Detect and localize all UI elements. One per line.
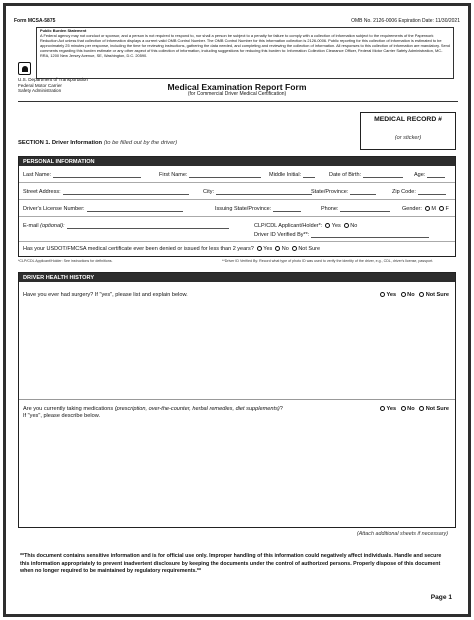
dob-field[interactable]: Date of Birth: [329,172,403,178]
attach-note: (Attach additional sheets if necessary) [356,531,448,537]
denied-yes-radio[interactable] [257,246,262,251]
medications-not-sure-radio[interactable] [419,406,424,411]
burden-text: A Federal agency may not conduct or sponsor, and a person is not required to respond to, nor shall a person be subject to a penalty for failure to comply with a collection of information subject to the requirements of the Paperwork Reduction Act unless that collection of information displays a current valid OMB Control Number. The OMB Control Number for this information collection is 2126-0006. Public reporting for this collection of information is estimated to be approximately 25 minutes per response, including the time for reviewing instructions, gathering the data needed, and completing and reviewing the collection of information. All responses to this collection of information are mandatory. Send comments regarding this burden estimate or any other aspect of this collection of information, including suggestions for reducing this burden to: Information Collection Clearance Officer, Federal Motor Carrier Safety Administration, MC-RRA, 1200 New Jersey Avenue, SE, Washington, D.C. 20590. [40,32,450,58]
medical-record-label: MEDICAL RECORD # [374,116,442,123]
driver-id-field[interactable]: Driver ID Verified By**: [254,232,429,238]
license-row [19,200,455,217]
email-row [19,217,455,242]
page-number: Page 1 [430,594,452,601]
dot-logo-icon [18,62,31,75]
phone-field[interactable]: Phone: [321,206,390,212]
age-field[interactable]: Age: [414,172,445,178]
clp-field: CLP/CDL Applicant/Holder*: Yes No [254,223,358,229]
driver-health-history-box [18,272,456,528]
surgery-yes-radio[interactable] [380,292,385,297]
first-name-field[interactable]: First Name: [159,172,261,178]
gender-f-radio[interactable] [439,206,444,211]
email-field[interactable]: E-mail (optional): [23,223,229,229]
surgery-options: Yes No Not Sure [377,292,449,298]
medications-describe: If "yes", please describe below. [23,413,101,419]
divider [18,101,458,102]
medications-no-radio[interactable] [401,406,406,411]
form-title: Medical Examination Report Form [167,82,307,92]
section1-heading: SECTION 1. Driver Information (to be filled out by the driver) [18,140,178,146]
medications-yes-radio[interactable] [380,406,385,411]
medications-description-area[interactable] [19,423,455,523]
medical-record-hint: (or sticker) [394,135,422,141]
surgery-explanation-area[interactable] [19,303,455,399]
zip-field[interactable]: Zip Code: [392,189,446,195]
name-row [19,166,455,183]
state-field[interactable]: State/Province: [311,189,376,195]
personal-information-box [18,156,456,257]
omb-number: OMB No. 2126-0006 Expiration Date: 11/30/2021 [351,18,460,24]
clp-yes-radio[interactable] [325,223,330,228]
street-field[interactable]: Street Address: [23,189,189,195]
denied-no-radio[interactable] [275,246,280,251]
gender-m-radio[interactable] [425,206,430,211]
sensitive-information-notice: **This document contains sensitive information and is for official use only. Improper handling of this information could negatively affect individuals. Handle and secure this information appropriately to prevent inadvertent disclosure by keeping the documents under the control of authorized persons. Properly dispose of this document when no longer required to be maintained by regulatory requirements.** [20,553,442,575]
denied-question: Has your USDOT/FMCSA medical certificate ever been denied or issued for less than 2 years? Yes No Not Sure [23,246,321,252]
divider [19,399,455,400]
burden-title: Public Burden Statement [40,28,87,33]
footnote-clp: *CLP/CDL Applicant/Holder: See instructions for definitions. [18,259,113,263]
surgery-no-radio[interactable] [401,292,406,297]
surgery-question: Have you ever had surgery? If "yes", please list and explain below. [23,292,188,298]
medical-record-box[interactable] [360,112,456,150]
footnote-driver-id: **Driver ID Verified By: Record what type of photo ID was used to verify the identity of the driver, e.g., CDL, driver's license, passport. [222,259,434,263]
medications-options: Yes No Not Sure [377,406,449,412]
clp-no-radio[interactable] [344,223,349,228]
gender-field: Gender: M F [402,206,449,212]
form-subtitle: (for Commercial Driver Medical Certification) [187,91,287,97]
denied-not-sure-radio[interactable] [292,246,297,251]
middle-initial-field[interactable]: Middle Initial: [269,172,315,178]
driver-health-history-heading: DRIVER HEALTH HISTORY [19,273,455,282]
medications-question: Are you currently taking medications (prescription, over-the-counter, herbal remedies, diet supplements)? [23,406,283,412]
surgery-not-sure-radio[interactable] [419,292,424,297]
address-row [19,183,455,200]
burden-statement [36,27,454,79]
license-field[interactable]: Driver's License Number: [23,206,183,212]
issuing-state-field[interactable]: Issuing State/Province: [215,206,301,212]
last-name-field[interactable]: Last Name: [23,172,141,178]
personal-information-heading: PERSONAL INFORMATION [19,157,455,166]
city-field[interactable]: City: [203,189,312,195]
form-id: Form MCSA-5875 [14,18,56,24]
form-header [14,18,460,24]
denied-row [19,242,455,259]
agency-name: U.S. Department of Transportation Federal Motor Carrier Safety Administration [18,77,88,94]
